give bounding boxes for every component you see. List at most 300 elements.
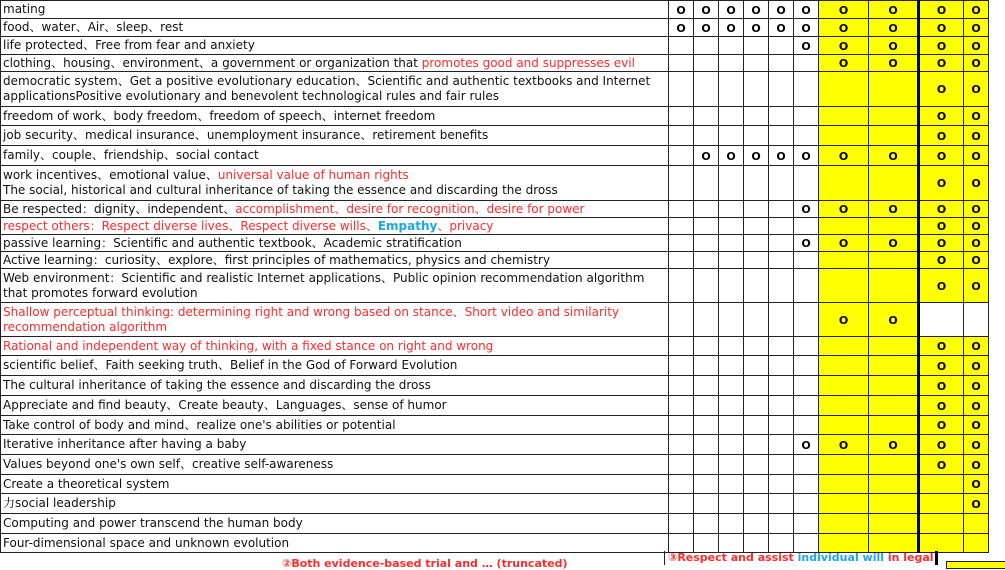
circle-mark: O (801, 39, 811, 53)
mark-cell (964, 218, 989, 235)
circle-mark: O (936, 21, 947, 35)
mark-cell (669, 1, 694, 19)
row-label-segment: Web environment：Scientific and realistic Internet applications、Public opinion recommendation algorithm that promotes forward evolution (3, 270, 645, 300)
mark-cell (769, 146, 794, 166)
mark-cell (819, 269, 869, 303)
row-label-segment: accomplishment、desire for recognition、desire for power (235, 201, 585, 216)
mark-cell (669, 376, 694, 396)
row-label (1, 235, 669, 252)
mark-cell (794, 72, 819, 107)
row-label-segment: Be respected：dignity、independent、 (3, 201, 236, 216)
mark-cell (669, 514, 694, 534)
table-row (1, 455, 989, 475)
circle-mark: O (971, 177, 981, 190)
circle-mark: O (838, 149, 849, 163)
mark-cell (744, 269, 769, 303)
mark-cell (794, 126, 819, 146)
mark-cell (869, 37, 919, 55)
table-row (1, 218, 989, 235)
mark-cell (819, 126, 869, 146)
circle-mark: O (936, 279, 947, 293)
circle-mark: O (801, 203, 811, 216)
footer-note-3-post: in legal (884, 551, 934, 564)
row-label (1, 37, 669, 55)
mark-cell (964, 1, 989, 19)
row-label-segment: scientific belief、Faith seeking truth、Belief in the God of Forward Evolution (3, 358, 458, 372)
mark-cell (719, 166, 744, 201)
mark-cell (719, 494, 744, 514)
mark-cell (919, 72, 964, 107)
table-body (1, 1, 989, 553)
mark-cell (919, 494, 964, 514)
row-label-segment: 力social leadership (3, 496, 116, 510)
mark-cell (694, 475, 719, 494)
row-label (1, 72, 669, 107)
row-label-segment: food、water、Air、sleep、rest (3, 20, 184, 34)
mark-cell (869, 55, 919, 72)
mark-cell (744, 166, 769, 201)
mark-cell (719, 356, 744, 376)
table-row (1, 201, 989, 218)
row-label (1, 514, 669, 534)
mark-cell (869, 416, 919, 435)
mark-cell (694, 252, 719, 269)
circle-mark: O (971, 3, 981, 17)
row-label-segment: universal value of human rights (217, 168, 409, 182)
mark-cell (769, 72, 794, 107)
mark-cell (794, 396, 819, 416)
mark-cell (794, 534, 819, 553)
mark-cell (819, 435, 869, 455)
mark-cell (669, 416, 694, 435)
mark-cell (694, 396, 719, 416)
mark-cell (794, 416, 819, 435)
mark-cell (819, 455, 869, 475)
mark-cell (964, 376, 989, 396)
mark-cell (869, 396, 919, 416)
row-label-segment: Values beyond one's own self、creative self-awareness (3, 457, 334, 471)
mark-cell (744, 72, 769, 107)
mark-cell (694, 534, 719, 553)
circle-mark: O (751, 21, 761, 35)
mark-cell (919, 126, 964, 146)
mark-cell (719, 107, 744, 126)
mark-cell (869, 252, 919, 269)
mark-cell (919, 201, 964, 218)
mark-cell (719, 55, 744, 72)
circle-mark: O (936, 379, 947, 393)
row-label (1, 356, 669, 376)
mark-cell (769, 235, 794, 252)
mark-cell (869, 435, 919, 455)
mark-cell (819, 235, 869, 252)
mark-cell (794, 514, 819, 534)
mark-cell (769, 514, 794, 534)
mark-cell (769, 396, 794, 416)
mark-cell (669, 146, 694, 166)
mark-cell (719, 534, 744, 553)
circle-mark: O (971, 21, 981, 35)
mark-cell (919, 19, 964, 37)
mark-cell (694, 72, 719, 107)
mark-cell (794, 337, 819, 356)
circle-mark: O (936, 177, 947, 190)
circle-mark: O (971, 379, 981, 393)
row-label (1, 494, 669, 514)
mark-cell (819, 475, 869, 494)
row-label-segment: democratic system、Get a positive evolutionary education、Scientific and authentic textbooks and Internet applicationsPositive evolutionary and benevolent technological rules and fair rules (3, 74, 651, 103)
circle-mark: O (888, 149, 898, 163)
mark-cell (964, 416, 989, 435)
mark-cell (769, 416, 794, 435)
row-label-segment: Active learning：curiosity、explore、first principles of mathematics, physics and chemistry (3, 252, 551, 267)
mark-cell (869, 534, 919, 553)
mark-cell (819, 218, 869, 235)
mark-cell (744, 494, 769, 514)
circle-mark: O (726, 21, 736, 35)
mark-cell (694, 356, 719, 376)
mark-cell (869, 494, 919, 514)
circle-mark: O (971, 497, 981, 511)
mark-cell (769, 107, 794, 126)
circle-mark: O (888, 438, 898, 452)
mark-cell (819, 337, 869, 356)
row-label-segment: 、privacy (437, 218, 494, 233)
mark-cell (744, 475, 769, 494)
row-label (1, 269, 669, 303)
mark-cell (719, 146, 744, 166)
mark-cell (964, 146, 989, 166)
row-label-segment: clothing、housing、environment、a government or organization that (3, 55, 422, 70)
mark-cell (744, 107, 769, 126)
circle-mark: O (936, 149, 947, 163)
mark-cell (719, 475, 744, 494)
mark-cell (769, 201, 794, 218)
row-label-segment: Computing and power transcend the human body (3, 516, 303, 530)
row-label-segment: promotes good and suppresses evil (421, 55, 635, 70)
mark-cell (694, 166, 719, 201)
mark-cell (694, 126, 719, 146)
mark-cell (964, 396, 989, 416)
row-label-segment: Rational and independent way of thinking, with a fixed stance on right and wrong (3, 338, 494, 353)
mark-cell (869, 376, 919, 396)
circle-mark: O (971, 39, 981, 53)
mark-cell (869, 303, 919, 337)
mark-cell (719, 455, 744, 475)
row-label-segment: Four-dimensional space and unknown evolution (3, 535, 290, 550)
mark-cell (919, 475, 964, 494)
mark-cell (744, 235, 769, 252)
table-row (1, 1, 989, 19)
mark-cell (669, 107, 694, 126)
mark-cell (819, 1, 869, 19)
mark-cell (869, 235, 919, 252)
mark-cell (919, 534, 964, 553)
table-row (1, 396, 989, 416)
mark-cell (794, 303, 819, 337)
circle-mark: O (971, 359, 981, 373)
mark-cell (669, 166, 694, 201)
mark-cell (964, 201, 989, 218)
circle-mark: O (971, 149, 981, 163)
yellow-swatch (946, 561, 1005, 569)
circle-mark: O (971, 458, 981, 472)
mark-cell (669, 235, 694, 252)
mark-cell (694, 235, 719, 252)
row-label (1, 475, 669, 494)
footer-note-3-highlight: individual will (797, 551, 885, 564)
mark-cell (819, 303, 869, 337)
row-label-segment: passive learning：Scientific and authentic textbook、Academic stratification (3, 235, 462, 250)
mark-cell (794, 1, 819, 19)
mark-cell (694, 416, 719, 435)
mark-cell (719, 376, 744, 396)
mark-cell (964, 37, 989, 55)
row-label-segment: Iterative inheritance after having a baby (3, 437, 247, 451)
table-row (1, 107, 989, 126)
row-label (1, 303, 669, 337)
table-row (1, 514, 989, 534)
mark-cell (919, 146, 964, 166)
mark-cell (694, 55, 719, 72)
mark-cell (744, 126, 769, 146)
mark-cell (744, 146, 769, 166)
mark-cell (919, 303, 964, 337)
table-row (1, 37, 989, 55)
mark-cell (669, 72, 694, 107)
mark-cell (919, 252, 964, 269)
row-label-segment: The social, historical and cultural inheritance of taking the essence and discarding the dross (3, 183, 558, 197)
mark-cell (744, 37, 769, 55)
mark-cell (869, 1, 919, 19)
mark-cell (769, 455, 794, 475)
mark-cell (769, 494, 794, 514)
mark-cell (769, 55, 794, 72)
mark-cell (819, 166, 869, 201)
mark-cell (964, 303, 989, 337)
row-label (1, 201, 669, 218)
circle-mark: O (936, 129, 947, 143)
table-row (1, 534, 989, 553)
mark-cell (919, 55, 964, 72)
mark-cell (794, 494, 819, 514)
mark-cell (919, 396, 964, 416)
mark-cell (964, 514, 989, 534)
mark-cell (744, 218, 769, 235)
circle-mark: O (801, 21, 811, 35)
mark-cell (694, 37, 719, 55)
table-row (1, 376, 989, 396)
mark-cell (669, 396, 694, 416)
mark-cell (869, 201, 919, 218)
mark-cell (719, 514, 744, 534)
mark-cell (819, 107, 869, 126)
row-label (1, 218, 669, 235)
circle-mark: O (971, 279, 981, 293)
mark-cell (719, 269, 744, 303)
mark-cell (919, 455, 964, 475)
mark-cell (719, 252, 744, 269)
table-row (1, 72, 989, 107)
mark-cell (964, 435, 989, 455)
mark-cell (669, 269, 694, 303)
mark-cell (719, 201, 744, 218)
row-label-segment: freedom of work、body freedom、freedom of speech、internet freedom (3, 108, 436, 123)
circle-mark: O (838, 237, 849, 250)
mark-cell (819, 534, 869, 553)
footer-notes (0, 551, 1005, 570)
mark-cell (669, 455, 694, 475)
table-row (1, 356, 989, 376)
mark-cell (819, 416, 869, 435)
circle-mark: O (971, 438, 981, 452)
circle-mark: O (801, 149, 811, 163)
circle-mark: O (888, 313, 898, 327)
mark-cell (794, 252, 819, 269)
row-label (1, 376, 669, 396)
mark-cell (819, 252, 869, 269)
mark-cell (719, 19, 744, 37)
table-row (1, 494, 989, 514)
mark-cell (769, 303, 794, 337)
mark-cell (719, 37, 744, 55)
row-label (1, 146, 669, 166)
mark-cell (669, 37, 694, 55)
mark-cell (744, 435, 769, 455)
mark-cell (869, 166, 919, 201)
mark-cell (744, 303, 769, 337)
mark-cell (869, 107, 919, 126)
circle-mark: O (936, 237, 947, 250)
row-label-segment: family、couple、friendship、social contact (3, 148, 259, 162)
mark-cell (919, 376, 964, 396)
mark-cell (669, 494, 694, 514)
mark-cell (919, 166, 964, 201)
mark-cell (744, 337, 769, 356)
mark-cell (669, 252, 694, 269)
row-label (1, 435, 669, 455)
mark-cell (694, 337, 719, 356)
mark-cell (794, 146, 819, 166)
circle-mark: O (936, 83, 947, 96)
circle-mark: O (776, 3, 786, 17)
circle-mark: O (838, 203, 849, 216)
mark-cell (669, 303, 694, 337)
circle-mark: O (971, 340, 981, 353)
mark-cell (694, 455, 719, 475)
circle-mark: O (801, 438, 811, 452)
footer-note-3-pre: ③Respect and assist (668, 551, 798, 564)
mark-cell (869, 337, 919, 356)
table-row (1, 269, 989, 303)
mark-cell (694, 218, 719, 235)
row-label (1, 396, 669, 416)
row-label-segment: work incentives、emotional value、 (3, 168, 218, 182)
row-label-segment: Take control of body and mind、realize one's abilities or potential (3, 417, 396, 432)
mark-cell (744, 201, 769, 218)
mark-cell (719, 72, 744, 107)
mark-cell (694, 494, 719, 514)
mark-cell (719, 416, 744, 435)
mark-cell (744, 1, 769, 19)
circle-mark: O (971, 237, 981, 250)
mark-cell (819, 201, 869, 218)
mark-cell (869, 514, 919, 534)
mark-cell (769, 126, 794, 146)
mark-cell (794, 269, 819, 303)
mark-cell (794, 218, 819, 235)
mark-cell (869, 455, 919, 475)
mark-cell (819, 37, 869, 55)
circle-mark: O (776, 21, 786, 35)
mark-cell (919, 235, 964, 252)
circle-mark: O (888, 57, 898, 70)
mark-cell (769, 166, 794, 201)
mark-cell (794, 166, 819, 201)
mark-cell (744, 514, 769, 534)
mark-cell (769, 356, 794, 376)
mark-cell (694, 269, 719, 303)
mark-cell (869, 146, 919, 166)
mark-cell (744, 252, 769, 269)
circle-mark: O (971, 478, 981, 491)
mark-cell (964, 166, 989, 201)
table-row (1, 55, 989, 72)
row-label-segment: respect others：Respect diverse lives、Respect diverse wills、 (3, 218, 378, 233)
circle-mark: O (838, 3, 849, 17)
footer-note-3 (668, 551, 934, 564)
mark-cell (964, 19, 989, 37)
row-label-segment: mating (3, 2, 46, 16)
mark-cell (744, 356, 769, 376)
circle-mark: O (776, 149, 786, 163)
mark-cell (669, 19, 694, 37)
table-row (1, 475, 989, 494)
circle-mark: O (936, 57, 947, 70)
mark-cell (819, 146, 869, 166)
mark-cell (964, 252, 989, 269)
mark-cell (669, 337, 694, 356)
table-row (1, 416, 989, 435)
row-label (1, 126, 669, 146)
mark-cell (694, 107, 719, 126)
mark-cell (919, 218, 964, 235)
row-label-segment: Shallow perceptual thinking: determining right and wrong based on stance、Short video and similarity recommendation algorithm (3, 304, 620, 334)
circle-mark: O (701, 149, 711, 163)
circle-mark: O (936, 3, 947, 17)
row-label (1, 252, 669, 269)
mark-cell (964, 126, 989, 146)
circle-mark: O (971, 83, 981, 96)
footer-note-2: ②Both evidence-based trial and … (truncated) (282, 557, 568, 570)
mark-cell (919, 107, 964, 126)
mark-cell (819, 19, 869, 37)
circle-mark: O (936, 340, 947, 353)
mark-cell (869, 218, 919, 235)
mark-cell (819, 396, 869, 416)
mark-cell (769, 435, 794, 455)
row-label (1, 1, 669, 19)
mark-cell (919, 356, 964, 376)
circle-mark: O (971, 203, 981, 216)
mark-cell (669, 534, 694, 553)
mark-cell (919, 337, 964, 356)
mark-cell (744, 416, 769, 435)
circle-mark: O (936, 359, 947, 373)
circle-mark: O (838, 57, 849, 70)
circle-mark: O (936, 203, 947, 216)
mark-cell (794, 455, 819, 475)
